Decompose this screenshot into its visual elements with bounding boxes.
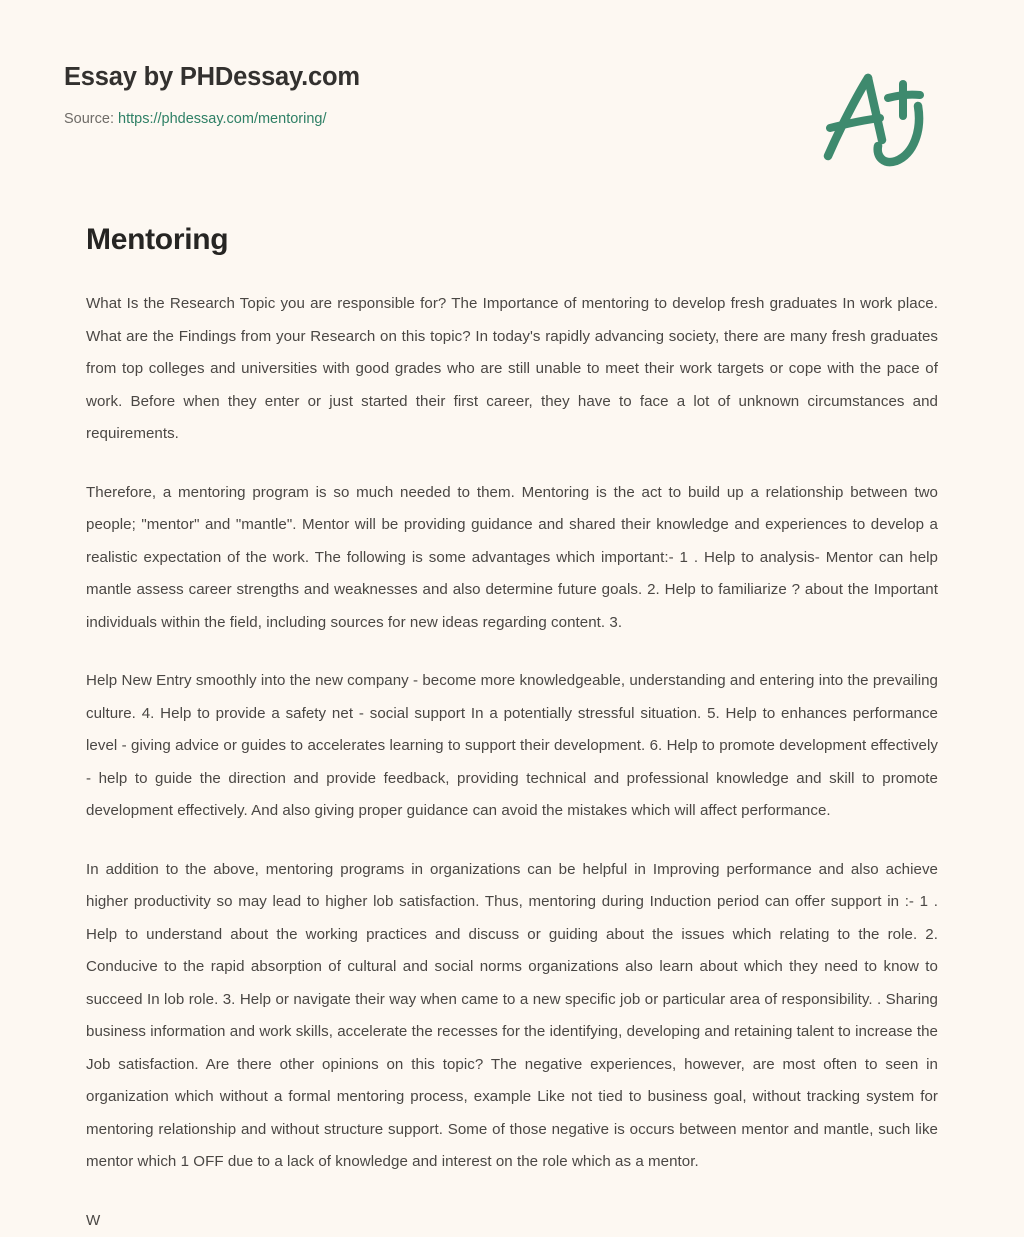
essay-by-heading: Essay by PHDessay.com — [64, 62, 360, 94]
article-paragraph: Help New Entry smoothly into the new company - become more knowledgeable, understanding and entering into the prevailing culture. 4. Help to provide a safety net - social support In a potentially stressful situation. 5. Help to enhances performance level - giving advice or guides to accelerates learning to support their development. 6. Help to promote development effectively - help to guide the direction and provide feedback, providing technical and professional knowledge and skill to promote development effectively. And also giving proper guidance can avoid the mistakes which will affect performance. — [86, 665, 938, 828]
header-text-block — [64, 62, 360, 129]
truncated-paragraph-tail: W — [86, 1205, 938, 1237]
article-body — [0, 186, 1024, 1237]
article-paragraph: Therefore, a mentoring program is so much needed to them. Mentoring is the act to build up a relationship between two people; "mentor" and "mantle". Mentor will be providing guidance and shared their knowledge and experiences to develop a realistic expectation of the work. The following is some advantages which important:- 1 . Help to analysis- Mentor can help mantle assess career strengths and weaknesses and also determine future goals. 2. Help to familiarize ? about the Important individuals within the field, including sources for new ideas regarding content. 3. — [86, 477, 938, 640]
article-paragraph: What Is the Research Topic you are responsible for? The Importance of mentoring to develop fresh graduates In work place. What are the Findings from your Research on this topic? In today's rapidly advancing society, there are many fresh graduates from top colleges and universities with good grades who are still unable to meet their work targets or cope with the pace of work. Before when they enter or just started their first career, they have to face a lot of unknown circumstances and requirements. — [86, 288, 938, 451]
source-label: Source: — [64, 111, 114, 127]
page-header — [0, 0, 1024, 186]
article-paragraph: In addition to the above, mentoring programs in organizations can be helpful in Improving performance and also achieve higher productivity so may lead to higher lob satisfaction. Thus, mentoring during Induction period can offer support in :- 1 . Help to understand about the working practices and discuss or guiding about the issues which relating to the role. 2. Conducive to the rapid absorption of cultural and social norms organizations also learn about which they need to know to succeed In lob role. 3. Help or navigate their way when came to a new specific job or particular area of responsibility. . Sharing business information and work skills, accelerate the recesses for the identifying, developing and retaining talent to increase the Job satisfaction. Are there other opinions on this topic? The negative experiences, however, are most often to seen in organization which without a formal mentoring process, example Like not tied to business goal, without tracking system for mentoring relationship and without structure support. Some of those negative is occurs between mentor and mantle, such like mentor which 1 OFF due to a lack of knowledge and interest on the role which as a mentor. — [86, 854, 938, 1179]
source-line — [64, 110, 360, 129]
source-url-link[interactable]: https://phdessay.com/mentoring/ — [118, 111, 326, 127]
phdessay-a-plus-logo-icon — [806, 64, 936, 172]
page-title: Mentoring — [86, 222, 938, 258]
